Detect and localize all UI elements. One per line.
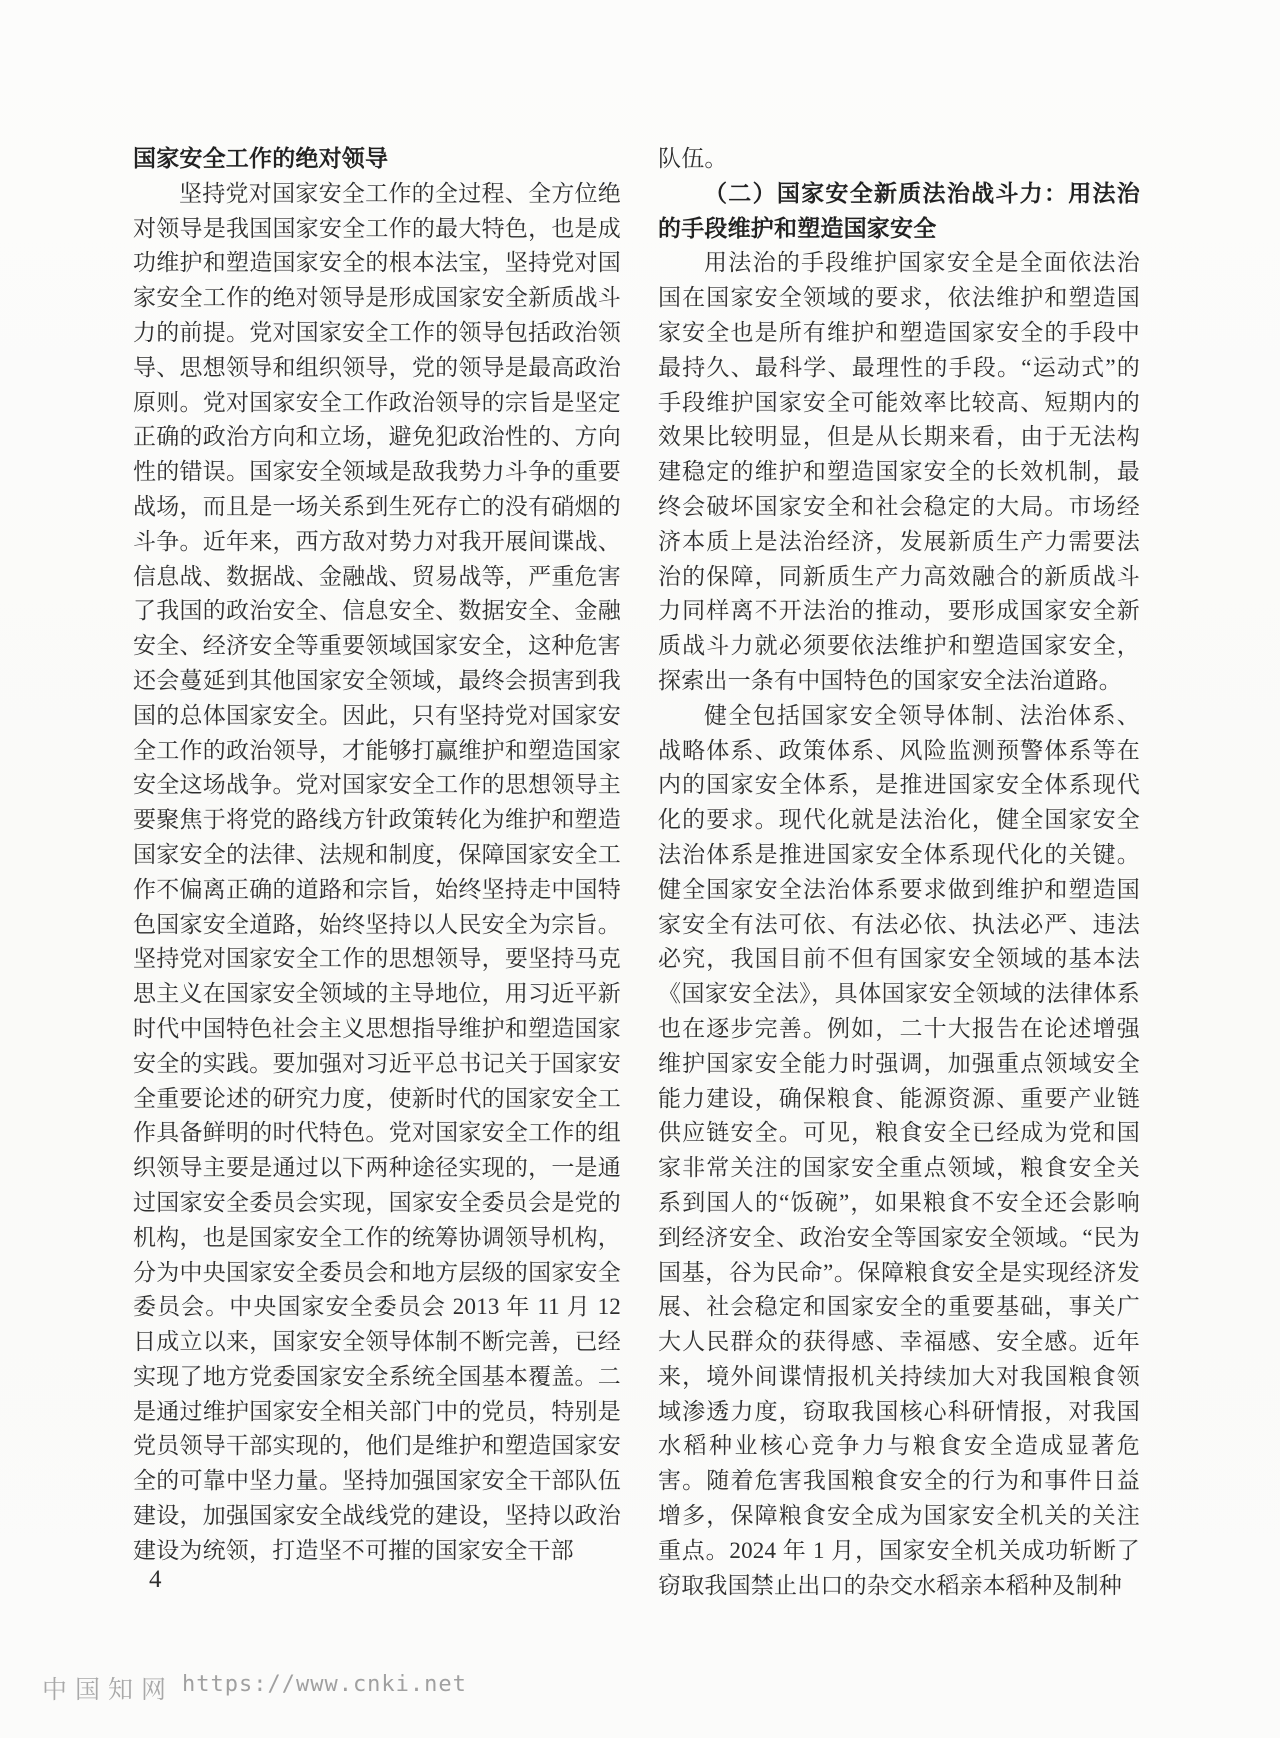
left-column [133, 142, 621, 1569]
right-column [658, 142, 1140, 1603]
body-paragraph: 健全包括国家安全领导体制、法治体系、战略体系、政策体系、风险监测预警体系等在内的国家安全体系，是推进国家安全体系现代化的要求。现代化就是法治化，健全国家安全法治体系是推进国家安全体系现代化的关键。健全国家安全法治体系要求做到维护和塑造国家安全有法可依、有法必依、执法必严、违法必究，我国目前不但有国家安全领域的基本法《国家安全法》，具体国家安全领域的法律体系也在逐步完善。例如，二十大报告在论述增强维护国家安全能力时强调，加强重点领域安全能力建设，确保粮食、能源资源、重要产业链供应链安全。可见，粮食安全已经成为党和国家非常关注的国家安全重点领域，粮食安全关系到国人的“饭碗”，如果粮食不安全还会影响到经济安全、政治安全等国家安全领域。“民为国基，谷为民命”。保障粮食安全是实现经济发展、社会稳定和国家安全的重要基础，事关广大人民群众的获得感、幸福感、安全感。近年来，境外间谍情报机关持续加大对我国粮食领域渗透力度，窃取我国核心科研情报，对我国水稻种业核心竞争力与粮食安全造成显著危害。随着危害我国粮食安全的行为和事件日益增多，保障粮食安全成为国家安全机关的关注重点。2024 年 1 月，国家安全机关成功斩断了窃取我国禁止出口的杂交水稻亲本稻种及制种 [658, 702, 1140, 1598]
cnki-url-text: https://www.cnki.net [182, 1672, 467, 1697]
body-paragraph: 坚持党对国家安全工作的全过程、全方位绝对领导是我国国家安全工作的最大特色，也是成功维护和塑造国家安全的根本法宝，坚持党对国家安全工作的绝对领导是形成国家安全新质战斗力的前提。党对国家安全工作的领导包括政治领导、思想领导和组织领导，党的领导是最高政治原则。党对国家安全工作政治领导的宗旨是坚定正确的政治方向和立场，避免犯政治性的、方向性的错误。国家安全领域是敌我势力斗争的重要战场，而且是一场关系到生死存亡的没有硝烟的斗争。近年来，西方敌对势力对我开展间谍战、信息战、数据战、金融战、贸易战等，严重危害了我国的政治安全、信息安全、数据安全、金融安全、经济安全等重要领域国家安全，这种危害还会蔓延到其他国家安全领域，最终会损害到我国的总体国家安全。因此，只有坚持党对国家安全工作的政治领导，才能够打赢维护和塑造国家安全这场战争。党对国家安全工作的思想领导主要聚焦于将党的路线方针政策转化为维护和塑造国家安全的法律、法规和制度，保障国家安全工作不偏离正确的道路和宗旨，始终坚持走中国特色国家安全道路，始终坚持以人民安全为宗旨。坚持党对国家安全工作的思想领导，要坚持马克思主义在国家安全领域的主导地位，用习近平新时代中国特色社会主义思想指导维护和塑造国家安全的实践。要加强对习近平总书记关于国家安全重要论述的研究力度，使新时代的国家安全工作具备鲜明的时代特色。党对国家安全工作的组织领导主要是通过以下两种途径实现的，一是通过国家安全委员会实现，国家安全委员会是党的机构，也是国家安全工作的统筹协调领导机构，分为中央国家安全委员会和地方层级的国家安全委员会。中央国家安全委员会 2013 年 11 月 12 日成立以来，国家安全领导体制不断完善，已经实现了地方党委国家安全系统全国基本覆盖。二是通过维护国家安全相关部门中的党员，特别是党员领导干部实现的，他们是维护和塑造国家安全的可靠中坚力量。坚持加强国家安全干部队伍建设，加强国家安全战线党的建设，坚持以政治建设为统领，打造坚不可摧的国家安全干部 [133, 180, 621, 1563]
paragraph-continuation: 队伍。 [658, 146, 728, 171]
body-paragraph: 用法治的手段维护国家安全是全面依法治国在国家安全领域的要求，依法维护和塑造国家安全也是所有维护和塑造国家安全的手段中最持久、最科学、最理性的手段。“运动式”的手段维护国家安全可能效率比较高、短期内的效果比较明显，但是从长期来看，由于无法构建稳定的维护和塑造国家安全的长效机制，最终会破坏国家安全和社会稳定的大局。市场经济本质上是法治经济，发展新质生产力需要法治的保障，同新质生产力高效融合的新质战斗力同样离不开法治的推动，要形成国家安全新质战斗力就必须要依法维护和塑造国家安全，探索出一条有中国特色的国家安全法治道路。 [658, 250, 1140, 693]
cnki-logo-text: 中国知网 [42, 1677, 175, 1704]
page-number: 4 [149, 1566, 162, 1593]
section-heading-fragment: 国家安全工作的绝对领导 [133, 146, 389, 171]
footer-watermark [0, 1668, 1280, 1708]
section-heading: （二）国家安全新质法治战斗力：用法治的手段维护和塑造国家安全 [658, 180, 1140, 241]
